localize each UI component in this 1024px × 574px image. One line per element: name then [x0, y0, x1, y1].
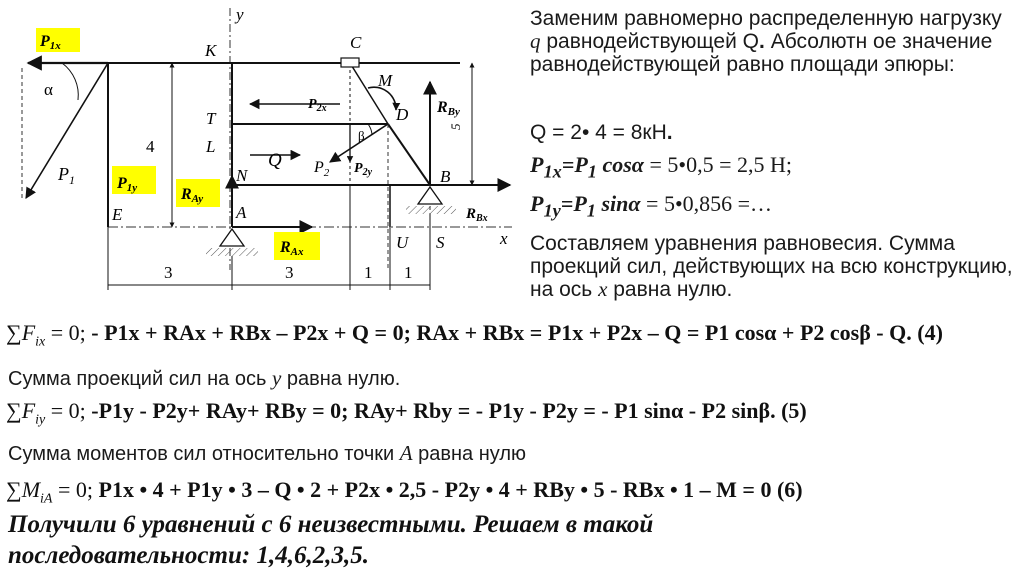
label-p2x: $P_{2x}$	[308, 97, 327, 114]
label-d: D	[396, 105, 409, 124]
mechanics-diagram	[0, 0, 520, 300]
label-dim5: 5	[448, 123, 463, 130]
label-rax: RAx	[280, 239, 304, 258]
label-u: U	[396, 233, 409, 252]
label-b: B	[440, 167, 451, 186]
label-e: E	[112, 205, 123, 224]
label-m: M	[378, 71, 393, 90]
beta-arc	[368, 124, 372, 135]
label-p1x: P1x	[40, 33, 61, 52]
label-q: Q	[268, 150, 282, 171]
text-sum-y: Сумма проекций сил на ось y равна нулю.	[8, 366, 401, 390]
alpha-arc	[62, 63, 78, 100]
label-ray: RAy	[181, 186, 204, 205]
text-sum-moments: Сумма моментов сил относительно точки A равна нулю	[8, 441, 527, 465]
dim-label-4: 1	[404, 263, 413, 282]
dim-label-2: 3	[285, 263, 294, 282]
label-n: N	[236, 166, 248, 185]
label-rbx: $R_{Bx}$	[466, 206, 488, 224]
paragraph-equilibrium: Составляем уравнения равновесия. Сумма проекций сил, действующих на всю конструкцию, на ось x равна нулю.	[530, 232, 1013, 301]
paragraph-replace-load: Заменим равномерно распределенную нагрузку q равнодействующей Q. Абсолютн ое значение равнодействующей равно площади эпюры:	[530, 7, 1002, 76]
label-k: K	[205, 41, 217, 60]
label-dim4: 4	[146, 137, 155, 156]
support-b	[418, 187, 442, 204]
label-rby: RBy	[437, 99, 460, 118]
c-support	[341, 58, 359, 67]
label-s: S	[436, 233, 445, 252]
support-a-hatch	[206, 248, 258, 256]
label-c: C	[350, 33, 362, 52]
label-p1: $P_1$	[58, 164, 75, 187]
equation-4: $\sum F_{ix} = 0$; - P1x + RAx + RBx – P2x + Q = 0; RAx + RBx = P1x + P2x – Q = P1 cosα + P2 cosβ - Q. (4)	[6, 320, 943, 350]
support-a	[220, 229, 244, 246]
dim-label-3: 1	[364, 263, 373, 282]
final-line-1: Получили 6 уравнений с 6 неизвестными. Решаем в такой	[8, 511, 654, 538]
label-x: x	[500, 229, 508, 248]
db-member	[388, 124, 430, 185]
label-p2: $P_2$	[314, 159, 330, 179]
equation-5: $\sum F_{iy} = 0$; -P1y - P2y+ RAy+ RBy = 0; RAy+ Rby = - P1y - P2y = - P1 sinα - P2 sinβ. (5)	[6, 398, 807, 428]
support-b-hatch	[406, 206, 456, 214]
label-t: T	[206, 109, 216, 128]
dim-label-1: 3	[164, 263, 173, 282]
label-p1y: P1y	[117, 175, 138, 194]
label-p2y: $P_{2y}$	[354, 161, 373, 178]
label-y: y	[236, 5, 244, 24]
label-alpha: α	[44, 80, 53, 99]
final-line-2: последовательности: 1,4,6,2,3,5.	[8, 542, 369, 569]
equation-6: $\sum M_{iA} = 0$; P1x • 4 + P1y • 3 – Q • 2 + P2x • 2,5 - P2y • 4 + RBy • 5 - RBx • 1 – M = 0 (6)	[6, 477, 803, 507]
label-l: L	[206, 137, 216, 156]
paragraph-q-value: Q = 2• 4 = 8кН.	[530, 121, 673, 144]
paragraph-p1x: $P_{1x}=P_1$ cosα = 5•0,5 = 2,5 Н;	[530, 152, 792, 182]
label-a: A	[236, 203, 247, 222]
label-beta: β	[358, 128, 365, 143]
paragraph-p1y: $P_{1y}=P_1$ sinα = 5•0,856 =…	[530, 191, 773, 221]
